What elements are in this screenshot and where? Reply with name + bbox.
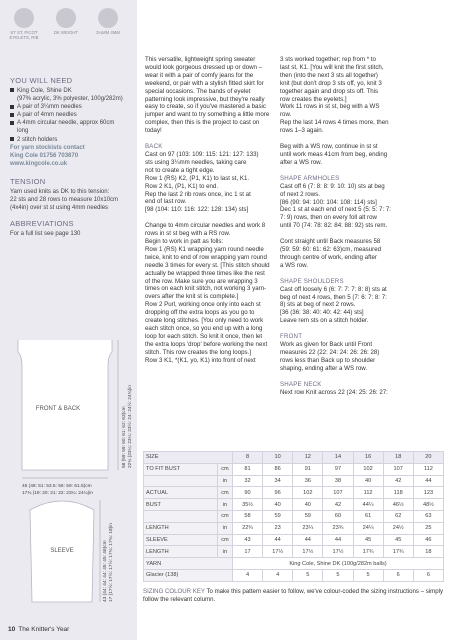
sleeve-height-in: 17 (17½: 17½: 17½: 17¾: 17¾: 18)in bbox=[109, 523, 114, 602]
size-row-unit: cm bbox=[217, 463, 232, 475]
size-row-label bbox=[144, 510, 218, 522]
size-row-value: 40 bbox=[263, 499, 293, 511]
size-row-value: 107 bbox=[323, 487, 353, 499]
size-row-value: 90 bbox=[232, 487, 262, 499]
begin-pattern-text: Begin to work in patt as folls: bbox=[145, 238, 224, 246]
size-row-value: 17½ bbox=[323, 546, 353, 558]
size-20: 20 bbox=[413, 452, 443, 464]
sleeve-height-cm: 43 (44: 44: 44: 45: 45: 46)cm bbox=[103, 540, 108, 602]
size-row-value: 44 bbox=[323, 534, 353, 546]
stockist-contact: King Cole 01756 703670 bbox=[10, 152, 79, 159]
size-row-value: 17¾ bbox=[383, 546, 413, 558]
pattern-line: after a WS row. bbox=[280, 158, 322, 166]
size-row-value: 38 bbox=[323, 475, 353, 487]
pattern-line: knit (but don't drop 3 sts off, yo, knit 3 bbox=[280, 79, 382, 87]
size-row-value: 45 bbox=[383, 534, 413, 546]
size-row-unit: in bbox=[217, 499, 232, 511]
size-row-value: 23¼ bbox=[293, 522, 323, 534]
size-row-unit: cm bbox=[217, 534, 232, 546]
armholes-line: 7: 9) rows, then on every foll alt row bbox=[280, 214, 377, 222]
glacier-value: 6 bbox=[413, 569, 443, 581]
size-8: 8 bbox=[232, 452, 262, 464]
size-row-value: 44 bbox=[293, 534, 323, 546]
size-row-value: 59 bbox=[263, 510, 293, 522]
size-row-value: 112 bbox=[353, 487, 383, 499]
armholes-line: until 70 (74: 78: 82: 84: 88: 92) sts rem. bbox=[280, 222, 388, 230]
size-row-value: 48½ bbox=[413, 499, 443, 511]
materials-item-detail: long bbox=[17, 128, 29, 135]
yarn-row bbox=[144, 558, 444, 570]
glacier-value: 4 bbox=[263, 569, 293, 581]
size-row-value: 35½ bbox=[232, 499, 262, 511]
front-line: Work as given for Back until Front bbox=[280, 341, 373, 349]
front-back-width-in: 17¾ (19: 20: 21: 22: 23¼: 24¼)in bbox=[22, 491, 93, 496]
size-table-row bbox=[144, 487, 444, 499]
size-table-row bbox=[144, 463, 444, 475]
size-row-value: 24½ bbox=[383, 522, 413, 534]
size-row-value: 60 bbox=[323, 510, 353, 522]
size-row-value: 17½ bbox=[263, 546, 293, 558]
back-line: Row 1 (RS) K2, (P1, K1) to last st, K1. bbox=[145, 174, 250, 182]
row-3-instructions: Row 3 K1, *(K1, yo, K1) into front of next bbox=[145, 356, 256, 364]
size-row-value: 46½ bbox=[383, 499, 413, 511]
size-row-value: 40 bbox=[353, 475, 383, 487]
pattern-line: row creates the eyelets.] bbox=[280, 95, 347, 103]
size-row-value: 59 bbox=[293, 510, 323, 522]
tension-line: 22 sts and 28 rows to measure 10x10cm bbox=[10, 197, 119, 204]
stitch-swatch-icon bbox=[14, 8, 34, 28]
size-row-value: 44 bbox=[413, 475, 443, 487]
size-row-value: 23¾ bbox=[323, 522, 353, 534]
cont-line: Cont straight until Back measures 58 bbox=[280, 238, 381, 246]
size-row-value: 112 bbox=[413, 463, 443, 475]
size-label: SIZE bbox=[144, 452, 233, 464]
pattern-line: until work meas 41cm from beg, ending bbox=[280, 150, 388, 158]
tension-line: (4x4in) over st st using 4mm needles bbox=[10, 205, 109, 212]
materials-item: King Cole, Shine DK bbox=[17, 88, 72, 94]
size-row-value: 118 bbox=[383, 487, 413, 499]
pattern-line: Work 11 rows in st st, beg with a WS bbox=[280, 103, 380, 111]
front-line: rows less than Back up to shoulder bbox=[280, 356, 376, 364]
bullet-icon bbox=[10, 105, 14, 109]
size-row-value: 25 bbox=[413, 522, 443, 534]
tension-text bbox=[10, 188, 132, 212]
back-instructions bbox=[145, 151, 270, 214]
yarn-value: King Cole, Shine DK (100g/282m balls) bbox=[232, 558, 443, 570]
size-row-label: SLEEVE bbox=[144, 534, 218, 546]
glacier-value: 6 bbox=[383, 569, 413, 581]
back-line: [98 (104: 110: 116: 122: 128: 134) sts] bbox=[145, 206, 249, 214]
cont-line: a WS row. bbox=[280, 261, 308, 269]
neck-heading: SHAPE NECK bbox=[280, 380, 322, 388]
back-line: Cast on 97 (103: 109: 115: 121: 127: 133) bbox=[145, 150, 259, 158]
size-row-unit: in bbox=[217, 546, 232, 558]
size-table-row bbox=[144, 546, 444, 558]
abbreviations-text: For a full list see page 130 bbox=[10, 231, 81, 237]
shoulders-line: Cast off loosely 6 (6: 7: 7: 7: 8: 8) sts at bbox=[280, 285, 387, 293]
pattern-line: last st, K1. [You will knit the first stitch, bbox=[280, 63, 384, 71]
size-row-value: 62 bbox=[383, 510, 413, 522]
tension-line: Yarn used knits as DK to this tension: bbox=[10, 189, 110, 195]
armholes-heading: SHAPE ARMHOLES bbox=[280, 174, 340, 182]
size-row-unit: in bbox=[217, 522, 232, 534]
pattern-line: 3 sts worked together; rep from * to bbox=[280, 56, 376, 63]
back-line: Rep the last 2 rib rows once, inc 1 st at bbox=[145, 190, 251, 198]
size-row-value: 45 bbox=[353, 534, 383, 546]
size-row-label bbox=[144, 475, 218, 487]
armholes-line: [86 (90: 94: 100: 104: 108: 114) sts] bbox=[280, 198, 377, 206]
size-row-value: 81 bbox=[232, 463, 262, 475]
page-folio bbox=[8, 626, 69, 633]
front-back-outline bbox=[18, 340, 112, 470]
size-row-value: 36 bbox=[293, 475, 323, 487]
armholes-line: Cast off 6 (7: 8: 8: 9: 10: 10) sts at beg bbox=[280, 182, 385, 190]
size-row-value: 107 bbox=[383, 463, 413, 475]
cont-line: through centre of work, ending after bbox=[280, 253, 377, 261]
back-line: sts using 3¼mm needles, taking care bbox=[145, 158, 247, 166]
size-row-value: 22¾ bbox=[232, 522, 262, 534]
size-row-value: 58 bbox=[232, 510, 262, 522]
front-back-label: FRONT & BACK bbox=[35, 406, 81, 412]
size-row-value: 63 bbox=[413, 510, 443, 522]
needles-icon bbox=[98, 8, 118, 28]
size-row-value: 23 bbox=[263, 522, 293, 534]
glacier-row bbox=[144, 569, 444, 581]
front-back-width-cm: 45 (48: 51: 53.5: 56: 59: 61.5)cm bbox=[22, 484, 92, 489]
size-row-value: 46 bbox=[413, 534, 443, 546]
sizing-key-note bbox=[143, 588, 443, 604]
size-header-row bbox=[144, 452, 444, 464]
neck-line: Next row Knit across 22 (24: 25: 26: 27: bbox=[280, 388, 388, 396]
size-row-label: BUST bbox=[144, 499, 218, 511]
size-18: 18 bbox=[383, 452, 413, 464]
size-table-row bbox=[144, 522, 444, 534]
abbreviations-heading: ABBREVIATIONS bbox=[10, 219, 74, 228]
intro-paragraph: This versatile, lightweight spring sweater would look gorgeous dressed up or down – wear it with a pair of comfy jeans for the weekend, or pair with a stylish fitted skirt for special occasions. The bands of eyelet patterning look impressive, but they're really easy to create, so if you've mastered a basic jumper and want to try something a little more complex, then this is the project to cast on today! bbox=[145, 56, 270, 135]
pattern-line: rows 1–3 again. bbox=[280, 127, 324, 135]
cont-line: (59: 59: 60: 61: 62: 63)cm, measured bbox=[280, 246, 382, 254]
size-row-value: 17 bbox=[232, 546, 262, 558]
materials-item: A 4mm circular needle, approx 60cm bbox=[17, 120, 115, 127]
size-rows bbox=[144, 463, 444, 557]
bullet-icon bbox=[10, 88, 14, 92]
size-row-value: 102 bbox=[293, 487, 323, 499]
size-table-row bbox=[144, 475, 444, 487]
yarn-label: YARN bbox=[144, 558, 233, 570]
materials-list bbox=[10, 87, 132, 168]
front-back-height-in: 22¾ (23¼: 23¼: 23½: 24: 24½: 24¾)in bbox=[128, 385, 133, 468]
sizing-key-caption: SIZING COLOUR KEY bbox=[143, 588, 205, 595]
size-row-label: ACTUAL bbox=[144, 487, 218, 499]
size-14: 14 bbox=[323, 452, 353, 464]
glacier-value: 5 bbox=[323, 569, 353, 581]
size-row-value: 44¼ bbox=[353, 499, 383, 511]
pattern-column-2 bbox=[280, 56, 442, 397]
yarn-ball-icon bbox=[56, 8, 76, 28]
size-row-value: 32 bbox=[232, 475, 262, 487]
size-row-unit: cm bbox=[217, 487, 232, 499]
back-line: end of last row. bbox=[145, 198, 187, 206]
bullet-icon bbox=[10, 121, 14, 125]
size-row-value: 18 bbox=[413, 546, 443, 558]
size-10: 10 bbox=[263, 452, 293, 464]
materials-item-detail: (97% acrylic, 3% polyester, 100g/282m) bbox=[17, 96, 123, 103]
shoulders-line: Leave rem sts on a stitch holder. bbox=[280, 317, 369, 325]
shoulders-heading: SHAPE SHOULDERS bbox=[280, 277, 344, 285]
size-row-value: 86 bbox=[263, 463, 293, 475]
size-row-unit: in bbox=[217, 475, 232, 487]
size-table-row bbox=[144, 510, 444, 522]
you-will-need-heading: YOU WILL NEED bbox=[10, 76, 73, 85]
bullet-icon bbox=[10, 137, 14, 141]
page-number: 10 bbox=[8, 626, 16, 633]
size-table-row bbox=[144, 534, 444, 546]
pattern-line: Rep the last 14 rows 4 times more, then bbox=[280, 119, 389, 127]
shoulders-line: 8) sts at beg of next 2 rows. bbox=[280, 301, 356, 309]
size-row-value: 24¼ bbox=[353, 522, 383, 534]
change-needles-text: Change to 4mm circular needles and work 8 rows in st st beg with a RS row. bbox=[145, 222, 266, 238]
size-row-label: TO FIT BUST bbox=[144, 463, 218, 475]
glacier-value: 4 bbox=[232, 569, 262, 581]
pattern-line: together again and drop sts off. This bbox=[280, 87, 379, 95]
back-heading: BACK bbox=[145, 143, 163, 151]
back-line: Row 2 K1, (P1, K1) to end. bbox=[145, 182, 219, 190]
stockist-website: www.kingcole.co.uk bbox=[10, 160, 68, 167]
size-row-value: 91 bbox=[293, 463, 323, 475]
size-row-value: 97 bbox=[323, 463, 353, 475]
sidebar bbox=[0, 0, 137, 640]
armholes-line: Dec 1 st at each end of next 5 (5: 5: 7: 7: bbox=[280, 206, 391, 214]
magazine-title: The Knitter's Year bbox=[18, 626, 70, 633]
glacier-value: 5 bbox=[353, 569, 383, 581]
materials-item: A pair of 3¼mm needles bbox=[17, 104, 82, 111]
pattern-icons bbox=[6, 6, 131, 56]
size-row-value: 42 bbox=[383, 475, 413, 487]
size-table-row bbox=[144, 499, 444, 511]
glacier-label: Glacier (138) bbox=[144, 569, 233, 581]
row-1-instructions: Row 1 (RS) K1 wrapping yarn round needle twice, knit to end of row wrapping yarn round needle 3 times for every st. [This stitch should actually be wrapped three times like the rest of the row. Make sure you are wrapping 3 times on each knit stitch, not working 3 yarn-overs after the knit st is complete.] bbox=[145, 245, 270, 301]
icon-label-weight: DK WEIGHT bbox=[53, 30, 79, 35]
size-row-value: 42 bbox=[323, 499, 353, 511]
sleeve-label: SLEEVE bbox=[50, 548, 74, 554]
garment-schematic bbox=[0, 340, 137, 610]
armholes-line: of next 2 rows. bbox=[280, 190, 320, 198]
front-heading: FRONT bbox=[280, 333, 303, 341]
bullet-icon bbox=[10, 113, 14, 117]
front-line: measures 22 (22: 24: 24: 26: 26: 28) bbox=[280, 349, 380, 356]
size-row-value: 17½ bbox=[293, 546, 323, 558]
size-row-value: 40 bbox=[293, 499, 323, 511]
size-row-value: 17¾ bbox=[353, 546, 383, 558]
materials-item: 2 stitch holders bbox=[17, 136, 58, 143]
pattern-line: Beg with a WS row, continue in st st bbox=[280, 143, 378, 151]
size-row-unit: cm bbox=[217, 510, 232, 522]
pattern-column-1 bbox=[145, 56, 270, 365]
size-table bbox=[143, 451, 444, 582]
tension-heading: TENSION bbox=[10, 177, 46, 186]
size-row-value: 102 bbox=[353, 463, 383, 475]
size-row-value: 44 bbox=[263, 534, 293, 546]
icon-label-stitch: ST ST, PICOT EYELETS, RIB bbox=[9, 30, 39, 41]
front-back-height-cm: 58 (59: 59: 60: 61: 62: 63)cm bbox=[122, 406, 127, 468]
size-row-value: 123 bbox=[413, 487, 443, 499]
size-row-value: 96 bbox=[263, 487, 293, 499]
shoulders-line: [36 (36: 38: 40: 40: 42: 44) sts] bbox=[280, 309, 364, 317]
stockists-note: For yarn stockists contact bbox=[10, 144, 85, 151]
front-line: shaping, ending after a WS row. bbox=[280, 364, 368, 372]
glacier-value: 5 bbox=[293, 569, 323, 581]
back-line: not to create a tight edge. bbox=[145, 166, 215, 174]
size-row-value: 34 bbox=[263, 475, 293, 487]
size-16: 16 bbox=[353, 452, 383, 464]
shoulders-line: beg of next 4 rows, then 5 (7: 6: 7: 8: 7: bbox=[280, 293, 387, 301]
size-row-value: 61 bbox=[353, 510, 383, 522]
row-2-instructions: Row 2 Purl, working once only into each st dropping off the extra loops as you go to create long stitches. [You only need to work each stitch once, so you end up with a long loop for each stitch. So knit it once, then let the extra loops 'drop' before working the next stitch. This row creates the long loops.] bbox=[145, 301, 268, 356]
pattern-line: then (into the next 3 sts all together) bbox=[280, 71, 378, 79]
sizing-key-text: To make this pattern easier to follow, we've colour-coded the sizing instructions – simply follow the relevant column. bbox=[143, 588, 444, 603]
size-12: 12 bbox=[293, 452, 323, 464]
size-row-label: LENGTH bbox=[144, 546, 218, 558]
pattern-line: row. bbox=[280, 111, 292, 119]
materials-item: A pair of 4mm needles bbox=[17, 112, 77, 119]
size-row-value: 43 bbox=[232, 534, 262, 546]
size-row-label: LENGTH bbox=[144, 522, 218, 534]
icon-label-needles: 3¼MM 4MM bbox=[96, 30, 120, 35]
